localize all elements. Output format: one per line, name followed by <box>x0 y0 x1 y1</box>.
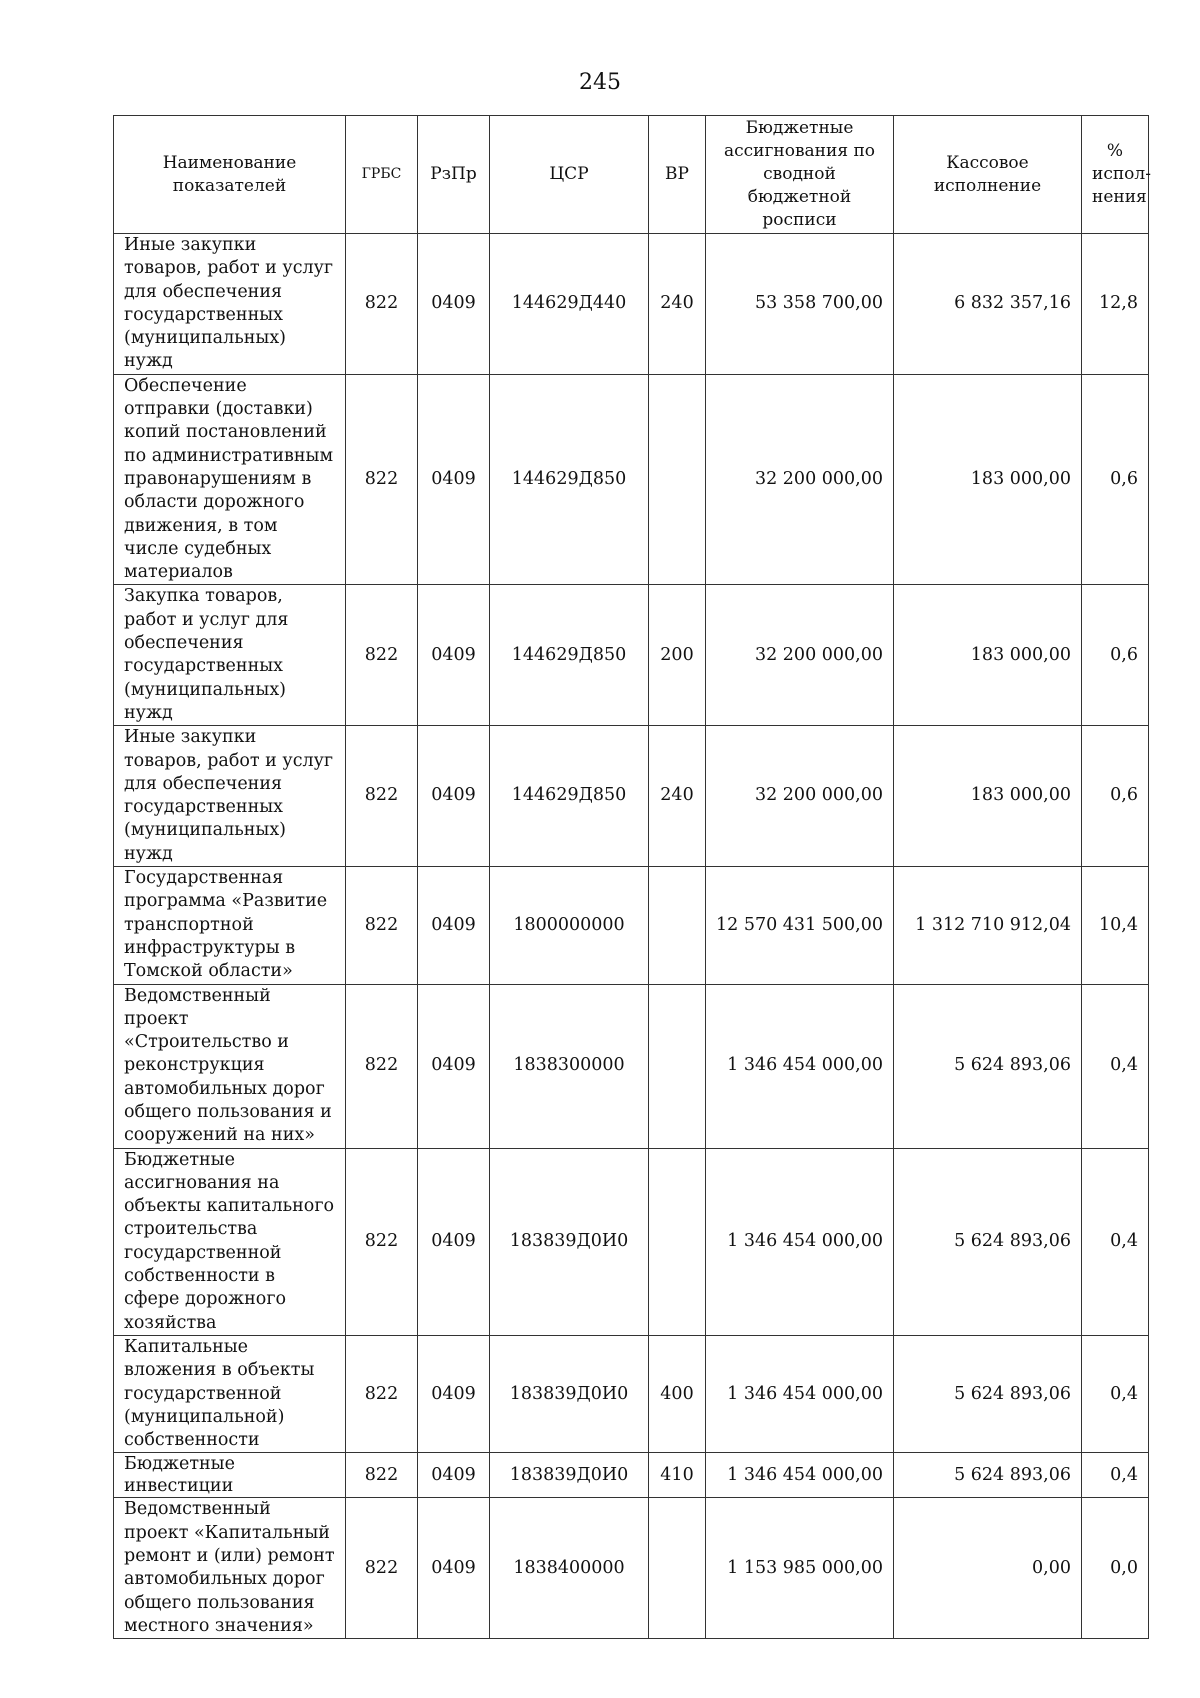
cell-csr: 1838400000 <box>490 1498 649 1639</box>
cell-percent: 12,8 <box>1082 234 1149 375</box>
cell-cash: 183 000,00 <box>894 726 1082 867</box>
cell-grbs: 822 <box>346 1335 418 1452</box>
cell-name: Обеспечение отправки (доставки) копий постановлений по административным правонарушениям в области дорожного движения, в том числе судебных материалов <box>114 374 346 585</box>
header-percent-line1: испол- <box>1092 164 1151 184</box>
cell-rzpr: 0409 <box>418 867 490 984</box>
header-assignments: Бюджетные ассигнования по сводной бюджетной росписи <box>706 116 894 234</box>
cell-percent: 0,6 <box>1082 374 1149 585</box>
cell-name: Бюджетные инвестиции <box>114 1453 346 1498</box>
cell-percent: 0,4 <box>1082 984 1149 1148</box>
cell-vr: 200 <box>649 585 706 726</box>
cell-csr: 183839Д0И0 <box>490 1453 649 1498</box>
cell-grbs: 822 <box>346 1453 418 1498</box>
cell-csr: 183839Д0И0 <box>490 1148 649 1335</box>
cell-csr: 144629Д440 <box>490 234 649 375</box>
cell-vr: 400 <box>649 1335 706 1452</box>
cell-percent: 0,6 <box>1082 585 1149 726</box>
header-percent <box>1082 116 1149 234</box>
cell-percent: 0,4 <box>1082 1148 1149 1335</box>
cell-vr <box>649 1148 706 1335</box>
cell-assigned: 32 200 000,00 <box>706 374 894 585</box>
cell-name: Бюджетные ассигнования на объекты капитального строительства государственной собственности в сфере дорожного хозяйства <box>114 1148 346 1335</box>
table-row <box>114 585 1149 726</box>
cell-name: Иные закупки товаров, работ и услуг для обеспечения государственных (муниципальных) нужд <box>114 234 346 375</box>
cell-vr <box>649 984 706 1148</box>
cell-assigned: 32 200 000,00 <box>706 726 894 867</box>
cell-grbs: 822 <box>346 1498 418 1639</box>
cell-percent: 10,4 <box>1082 867 1149 984</box>
cell-rzpr: 0409 <box>418 1148 490 1335</box>
header-cash: Кассовое исполнение <box>894 116 1082 234</box>
cell-vr <box>649 867 706 984</box>
table-row <box>114 1453 1149 1498</box>
cell-grbs: 822 <box>346 726 418 867</box>
cell-rzpr: 0409 <box>418 984 490 1148</box>
cell-csr: 144629Д850 <box>490 374 649 585</box>
budget-table <box>113 115 1149 1639</box>
cell-name: Закупка товаров, работ и услуг для обеспечения государственных (муниципальных) нужд <box>114 585 346 726</box>
table-row <box>114 1148 1149 1335</box>
cell-rzpr: 0409 <box>418 234 490 375</box>
cell-rzpr: 0409 <box>418 1498 490 1639</box>
cell-assigned: 1 153 985 000,00 <box>706 1498 894 1639</box>
cell-assigned: 12 570 431 500,00 <box>706 867 894 984</box>
header-grbs: ГРБС <box>346 116 418 234</box>
cell-csr: 1838300000 <box>490 984 649 1148</box>
cell-rzpr: 0409 <box>418 1335 490 1452</box>
cell-csr: 183839Д0И0 <box>490 1335 649 1452</box>
header-vr: ВР <box>649 116 706 234</box>
page-number: 245 <box>579 70 621 95</box>
cell-name: Капитальные вложения в объекты государственной (муниципальной) собственности <box>114 1335 346 1452</box>
cell-cash: 6 832 357,16 <box>894 234 1082 375</box>
cell-cash: 5 624 893,06 <box>894 1148 1082 1335</box>
cell-cash: 1 312 710 912,04 <box>894 867 1082 984</box>
cell-name: Государственная программа «Развитие транспортной инфраструктуры в Томской области» <box>114 867 346 984</box>
header-name: Наименование показателей <box>114 116 346 234</box>
cell-vr: 410 <box>649 1453 706 1498</box>
cell-cash: 183 000,00 <box>894 585 1082 726</box>
cell-assigned: 1 346 454 000,00 <box>706 1335 894 1452</box>
cell-assigned: 53 358 700,00 <box>706 234 894 375</box>
cell-vr <box>649 374 706 585</box>
cell-cash: 5 624 893,06 <box>894 984 1082 1148</box>
cell-vr <box>649 1498 706 1639</box>
cell-percent: 0,4 <box>1082 1453 1149 1498</box>
cell-csr: 144629Д850 <box>490 726 649 867</box>
cell-rzpr: 0409 <box>418 374 490 585</box>
cell-percent: 0,0 <box>1082 1498 1149 1639</box>
cell-vr: 240 <box>649 726 706 867</box>
cell-cash: 5 624 893,06 <box>894 1335 1082 1452</box>
header-percent-sign: % <box>1106 141 1124 161</box>
cell-rzpr: 0409 <box>418 726 490 867</box>
cell-rzpr: 0409 <box>418 1453 490 1498</box>
cell-cash: 5 624 893,06 <box>894 1453 1082 1498</box>
cell-vr: 240 <box>649 234 706 375</box>
cell-assigned: 32 200 000,00 <box>706 585 894 726</box>
cell-grbs: 822 <box>346 984 418 1148</box>
cell-grbs: 822 <box>346 867 418 984</box>
cell-assigned: 1 346 454 000,00 <box>706 1453 894 1498</box>
header-percent-line2: нения <box>1092 187 1147 207</box>
cell-grbs: 822 <box>346 374 418 585</box>
cell-name: Иные закупки товаров, работ и услуг для обеспечения государственных (муниципальных) нужд <box>114 726 346 867</box>
table-row <box>114 984 1149 1148</box>
cell-percent: 0,4 <box>1082 1335 1149 1452</box>
header-rzpr: РзПр <box>418 116 490 234</box>
cell-rzpr: 0409 <box>418 585 490 726</box>
header-csr: ЦСР <box>490 116 649 234</box>
table-row <box>114 867 1149 984</box>
cell-cash: 183 000,00 <box>894 374 1082 585</box>
table-row <box>114 1335 1149 1452</box>
cell-name: Ведомственный проект «Строительство и реконструкция автомобильных дорог общего пользования и сооружений на них» <box>114 984 346 1148</box>
cell-csr: 144629Д850 <box>490 585 649 726</box>
table-row <box>114 1498 1149 1639</box>
cell-grbs: 822 <box>346 234 418 375</box>
table-row <box>114 726 1149 867</box>
table-row <box>114 374 1149 585</box>
cell-grbs: 822 <box>346 1148 418 1335</box>
cell-grbs: 822 <box>346 585 418 726</box>
table-row <box>114 234 1149 375</box>
cell-csr: 1800000000 <box>490 867 649 984</box>
cell-percent: 0,6 <box>1082 726 1149 867</box>
cell-assigned: 1 346 454 000,00 <box>706 1148 894 1335</box>
cell-cash: 0,00 <box>894 1498 1082 1639</box>
header-row <box>114 116 1149 234</box>
cell-name: Ведомственный проект «Капитальный ремонт и (или) ремонт автомобильных дорог общего пользования местного значения» <box>114 1498 346 1639</box>
cell-assigned: 1 346 454 000,00 <box>706 984 894 1148</box>
